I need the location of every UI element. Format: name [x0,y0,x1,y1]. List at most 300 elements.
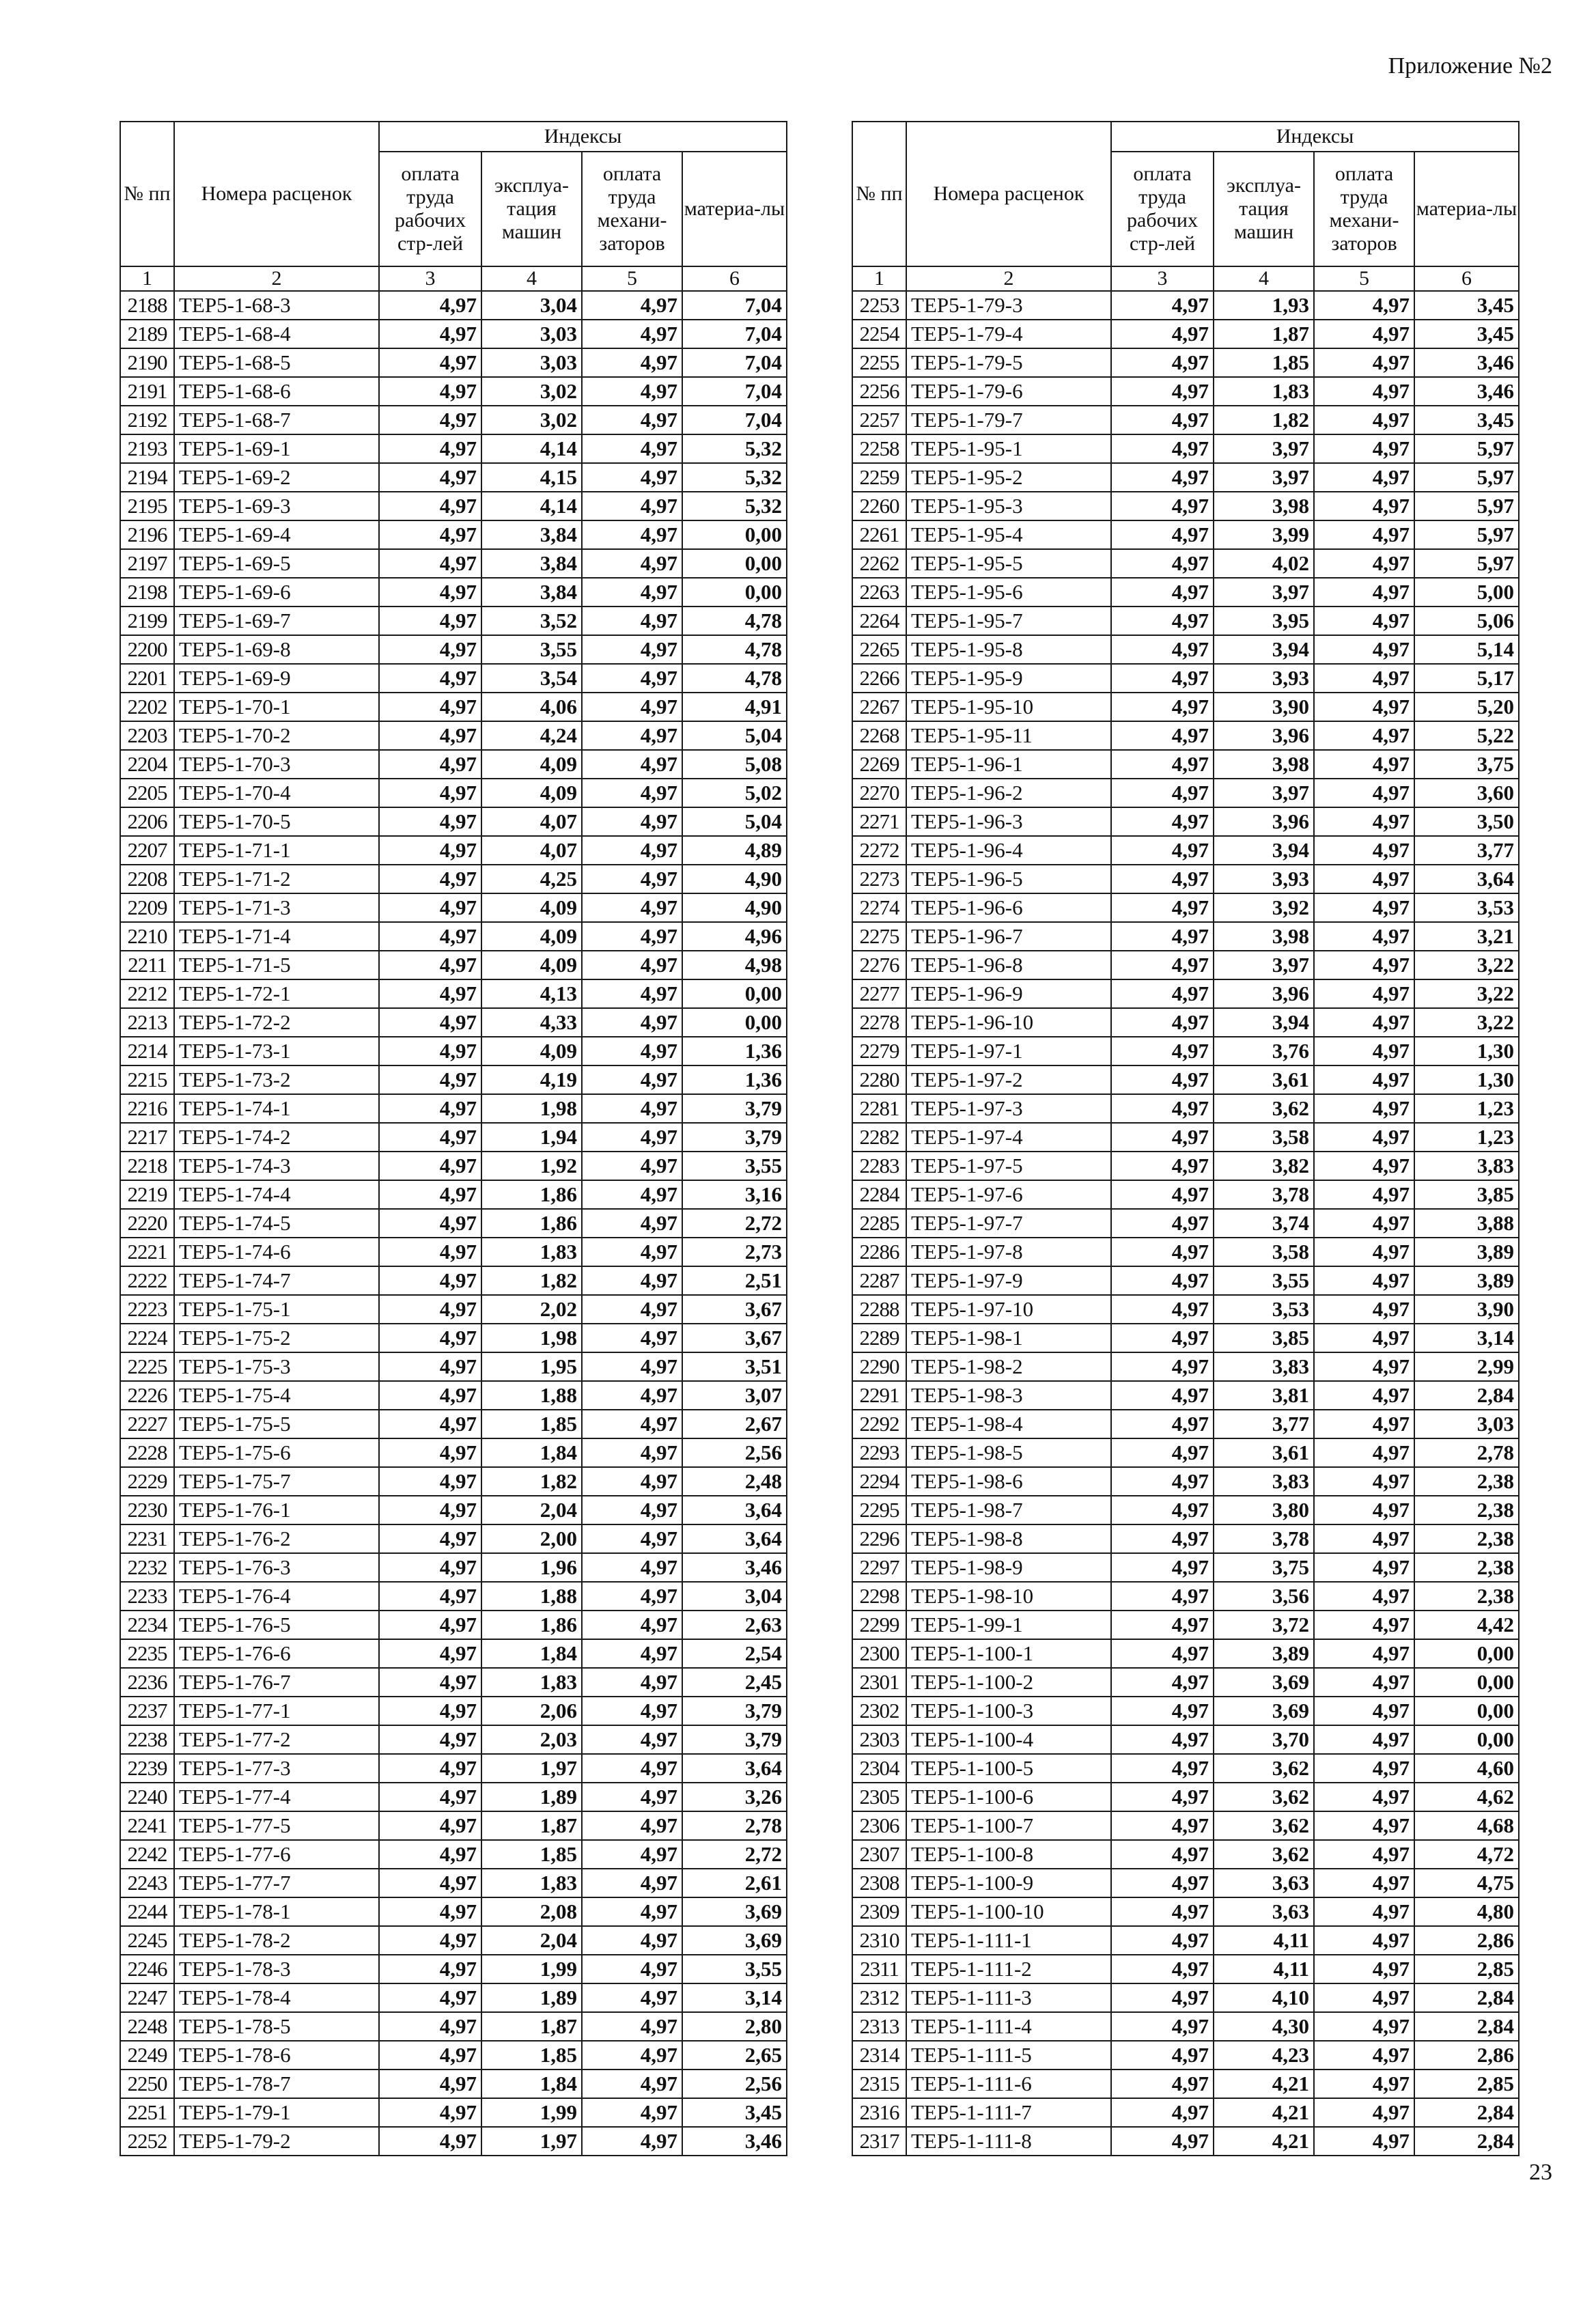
table-row [120,320,787,348]
labor-index: 4,97 [1111,635,1214,664]
rate-code: ТЕР5-1-79-6 [906,377,1111,406]
labor-index: 4,97 [1111,836,1214,865]
machines-index: 3,77 [1214,1410,1314,1438]
operators-index: 4,97 [582,1410,682,1438]
materials-index: 5,32 [682,434,787,463]
rate-code: ТЕР5-1-68-7 [174,406,379,434]
operators-index: 4,97 [582,1983,682,2012]
row-number: 2307 [852,1840,906,1869]
machines-index: 4,13 [481,979,582,1008]
column-number: 4 [1214,266,1314,291]
machines-index: 3,97 [1214,434,1314,463]
materials-index: 3,22 [1414,951,1519,979]
labor-index: 4,97 [1111,1065,1214,1094]
row-number: 2311 [852,1955,906,1983]
row-number: 2306 [852,1811,906,1840]
operators-index: 4,97 [1314,1611,1414,1639]
table-row [120,893,787,922]
labor-index: 4,97 [1111,1524,1214,1553]
operators-index: 4,97 [1314,1697,1414,1725]
row-number: 2275 [852,922,906,951]
operators-index: 4,97 [1314,406,1414,434]
materials-index: 3,79 [682,1123,787,1152]
labor-index: 4,97 [1111,1897,1214,1926]
machines-index: 1,87 [481,1811,582,1840]
materials-index: 5,32 [682,463,787,492]
rate-code: ТЕР5-1-69-2 [174,463,379,492]
operators-index: 4,97 [1314,1582,1414,1611]
table-row [120,1811,787,1840]
table-row [852,1926,1519,1955]
machines-index: 1,83 [481,1869,582,1897]
rate-code: ТЕР5-1-77-4 [174,1783,379,1811]
operators-index: 4,97 [1314,1381,1414,1410]
labor-index: 4,97 [1111,1582,1214,1611]
column-header-materials: материа-лы [1414,152,1519,266]
rate-code: ТЕР5-1-77-1 [174,1697,379,1725]
materials-index: 4,80 [1414,1897,1519,1926]
labor-index: 4,97 [1111,1123,1214,1152]
table-row [120,1324,787,1352]
operators-index: 4,97 [1314,1811,1414,1840]
operators-index: 4,97 [582,1869,682,1897]
machines-index: 3,02 [481,406,582,434]
machines-index: 2,00 [481,1524,582,1553]
materials-index: 3,79 [682,1697,787,1725]
materials-index: 5,22 [1414,721,1519,750]
row-number: 2280 [852,1065,906,1094]
labor-index: 4,97 [1111,1352,1214,1381]
labor-index: 4,97 [1111,406,1214,434]
labor-index: 4,97 [379,377,481,406]
table-row [120,434,787,463]
labor-index: 4,97 [379,607,481,635]
machines-index: 1,93 [1214,291,1314,320]
labor-index: 4,97 [1111,664,1214,693]
row-number: 2190 [120,348,174,377]
row-number: 2282 [852,1123,906,1152]
rate-code: ТЕР5-1-95-4 [906,520,1111,549]
row-number: 2308 [852,1869,906,1897]
materials-index: 3,22 [1414,979,1519,1008]
rate-code: ТЕР5-1-76-1 [174,1496,379,1524]
table-row [120,1697,787,1725]
table-row [852,1697,1519,1725]
machines-index: 1,88 [481,1381,582,1410]
labor-index: 4,97 [379,348,481,377]
rate-code: ТЕР5-1-95-8 [906,635,1111,664]
table-row [852,291,1519,320]
row-number: 2291 [852,1381,906,1410]
machines-index: 4,11 [1214,1926,1314,1955]
row-number: 2204 [120,750,174,779]
table-row [120,2041,787,2070]
table-row [852,750,1519,779]
column-number: 2 [906,266,1111,291]
machines-index: 4,15 [481,463,582,492]
row-number: 2284 [852,1180,906,1209]
labor-index: 4,97 [379,2127,481,2156]
rate-code: ТЕР5-1-77-6 [174,1840,379,1869]
page-number: 23 [1529,2160,1552,2185]
machines-index: 4,24 [481,721,582,750]
operators-index: 4,97 [1314,2012,1414,2041]
row-number: 2255 [852,348,906,377]
operators-index: 4,97 [582,1152,682,1180]
table-row [852,635,1519,664]
table-row [852,2098,1519,2127]
operators-index: 4,97 [1314,922,1414,951]
machines-index: 3,58 [1214,1238,1314,1266]
rate-code: ТЕР5-1-74-6 [174,1238,379,1266]
table-row [852,1582,1519,1611]
row-number: 2232 [120,1553,174,1582]
materials-index: 7,04 [682,320,787,348]
machines-index: 1,85 [481,1840,582,1869]
machines-index: 1,86 [481,1180,582,1209]
operators-index: 4,97 [582,1582,682,1611]
column-header-operators: оплата труда механи-заторов [582,152,682,266]
machines-index: 3,84 [481,520,582,549]
materials-index: 5,97 [1414,434,1519,463]
labor-index: 4,97 [379,836,481,865]
row-number: 2269 [852,750,906,779]
rate-code: ТЕР5-1-71-5 [174,951,379,979]
labor-index: 4,97 [379,979,481,1008]
table-row [852,1955,1519,1983]
materials-index: 5,97 [1414,463,1519,492]
row-number: 2277 [852,979,906,1008]
rate-code: ТЕР5-1-97-2 [906,1065,1111,1094]
labor-index: 4,97 [1111,1180,1214,1209]
operators-index: 4,97 [1314,1238,1414,1266]
row-number: 2216 [120,1094,174,1123]
materials-index: 3,55 [682,1152,787,1180]
row-number: 2315 [852,2070,906,2098]
machines-index: 3,84 [481,549,582,578]
operators-index: 4,97 [1314,2127,1414,2156]
row-number: 2268 [852,721,906,750]
labor-index: 4,97 [379,2070,481,2098]
table-row [120,1869,787,1897]
rate-code: ТЕР5-1-97-1 [906,1037,1111,1065]
row-number: 2274 [852,893,906,922]
machines-index: 2,08 [481,1897,582,1926]
operators-index: 4,97 [1314,320,1414,348]
column-number: 6 [682,266,787,291]
materials-index: 2,86 [1414,2041,1519,2070]
machines-index: 3,97 [1214,951,1314,979]
operators-index: 4,97 [582,1611,682,1639]
materials-index: 0,00 [682,979,787,1008]
machines-index: 1,85 [481,2041,582,2070]
operators-index: 4,97 [582,635,682,664]
materials-index: 3,16 [682,1180,787,1209]
materials-index: 5,20 [1414,693,1519,721]
table-row [852,693,1519,721]
row-number: 2276 [852,951,906,979]
operators-index: 4,97 [582,1754,682,1783]
labor-index: 4,97 [1111,1209,1214,1238]
row-number: 2224 [120,1324,174,1352]
materials-index: 3,89 [1414,1238,1519,1266]
rate-code: ТЕР5-1-96-4 [906,836,1111,865]
materials-index: 1,36 [682,1065,787,1094]
materials-index: 3,03 [1414,1410,1519,1438]
row-number: 2317 [852,2127,906,2156]
labor-index: 4,97 [1111,1008,1214,1037]
materials-index: 2,51 [682,1266,787,1295]
table-row [120,1123,787,1152]
table-row [120,348,787,377]
row-number: 2278 [852,1008,906,1037]
labor-index: 4,97 [1111,1754,1214,1783]
operators-index: 4,97 [582,434,682,463]
labor-index: 4,97 [1111,578,1214,607]
machines-index: 3,04 [481,291,582,320]
materials-index: 3,45 [682,2098,787,2127]
operators-index: 4,97 [582,1811,682,1840]
rate-code: ТЕР5-1-95-7 [906,607,1111,635]
row-number: 2217 [120,1123,174,1152]
operators-index: 4,97 [582,2012,682,2041]
machines-index: 3,63 [1214,1897,1314,1926]
materials-index: 2,85 [1414,2070,1519,2098]
row-number: 2212 [120,979,174,1008]
machines-index: 2,04 [481,1926,582,1955]
machines-index: 3,69 [1214,1697,1314,1725]
labor-index: 4,97 [379,320,481,348]
materials-index: 3,55 [682,1955,787,1983]
row-number: 2213 [120,1008,174,1037]
machines-index: 1,88 [481,1582,582,1611]
row-number: 2270 [852,779,906,807]
row-number: 2252 [120,2127,174,2156]
row-number: 2299 [852,1611,906,1639]
rate-code: ТЕР5-1-79-4 [906,320,1111,348]
materials-index: 3,45 [1414,406,1519,434]
row-number: 2314 [852,2041,906,2070]
materials-index: 2,85 [1414,1955,1519,1983]
row-number: 2247 [120,1983,174,2012]
labor-index: 4,97 [379,1582,481,1611]
operators-index: 4,97 [1314,1524,1414,1553]
row-number: 2261 [852,520,906,549]
machines-index: 3,92 [1214,893,1314,922]
operators-index: 4,97 [582,1897,682,1926]
row-number: 2288 [852,1295,906,1324]
column-header-labor: оплата труда рабочих стр-лей [379,152,481,266]
rate-code: ТЕР5-1-74-1 [174,1094,379,1123]
operators-index: 4,97 [582,1783,682,1811]
rate-code: ТЕР5-1-96-2 [906,779,1111,807]
operators-index: 4,97 [1314,1869,1414,1897]
rate-code: ТЕР5-1-100-4 [906,1725,1111,1754]
operators-index: 4,97 [582,750,682,779]
column-header-number: № пп [852,122,906,266]
machines-index: 3,98 [1214,492,1314,520]
rate-code: ТЕР5-1-95-10 [906,693,1111,721]
table-row [120,779,787,807]
rate-code: ТЕР5-1-100-5 [906,1754,1111,1783]
materials-index: 4,75 [1414,1869,1519,1897]
labor-index: 4,97 [379,807,481,836]
row-number: 2200 [120,635,174,664]
machines-index: 3,90 [1214,693,1314,721]
rate-code: ТЕР5-1-96-1 [906,750,1111,779]
labor-index: 4,97 [379,693,481,721]
operators-index: 4,97 [1314,721,1414,750]
materials-index: 7,04 [682,348,787,377]
column-number: 2 [174,266,379,291]
table-row [852,1983,1519,2012]
machines-index: 2,04 [481,1496,582,1524]
labor-index: 4,97 [379,951,481,979]
machines-index: 3,96 [1214,979,1314,1008]
operators-index: 4,97 [1314,1123,1414,1152]
labor-index: 4,97 [379,1438,481,1467]
materials-index: 5,06 [1414,607,1519,635]
materials-index: 2,63 [682,1611,787,1639]
column-header-machines: эксплуа-тация машин [481,152,582,266]
materials-index: 2,80 [682,2012,787,2041]
table-body-right [852,291,1519,2156]
table-row [120,979,787,1008]
machines-index: 3,97 [1214,578,1314,607]
rate-code: ТЕР5-1-95-9 [906,664,1111,693]
operators-index: 4,97 [1314,664,1414,693]
materials-index: 2,45 [682,1668,787,1697]
operators-index: 4,97 [582,1037,682,1065]
machines-index: 1,89 [481,1783,582,1811]
table-row [852,721,1519,750]
rate-code: ТЕР5-1-79-5 [906,348,1111,377]
rate-code: ТЕР5-1-98-3 [906,1381,1111,1410]
operators-index: 4,97 [582,1955,682,1983]
row-number: 2249 [120,2041,174,2070]
materials-index: 0,00 [682,1008,787,1037]
rate-code: ТЕР5-1-96-8 [906,951,1111,979]
operators-index: 4,97 [1314,348,1414,377]
table-row [852,1410,1519,1438]
rate-code: ТЕР5-1-75-4 [174,1381,379,1410]
row-number: 2243 [120,1869,174,1897]
operators-index: 4,97 [1314,520,1414,549]
operators-index: 4,97 [582,1840,682,1869]
materials-index: 1,23 [1414,1123,1519,1152]
materials-index: 3,85 [1414,1180,1519,1209]
operators-index: 4,97 [582,865,682,893]
machines-index: 3,84 [481,578,582,607]
row-number: 2227 [120,1410,174,1438]
operators-index: 4,97 [1314,463,1414,492]
table-row [852,1754,1519,1783]
machines-index: 1,84 [481,1639,582,1668]
materials-index: 2,48 [682,1467,787,1496]
labor-index: 4,97 [379,1926,481,1955]
labor-index: 4,97 [379,779,481,807]
column-number: 5 [1314,266,1414,291]
rate-code: ТЕР5-1-75-3 [174,1352,379,1381]
row-number: 2289 [852,1324,906,1352]
labor-index: 4,97 [1111,1410,1214,1438]
machines-index: 3,82 [1214,1152,1314,1180]
machines-index: 4,33 [481,1008,582,1037]
labor-index: 4,97 [379,291,481,320]
labor-index: 4,97 [1111,1438,1214,1467]
machines-index: 4,06 [481,693,582,721]
materials-index: 4,42 [1414,1611,1519,1639]
table-row [120,1611,787,1639]
labor-index: 4,97 [1111,922,1214,951]
materials-index: 3,45 [1414,320,1519,348]
row-number: 2271 [852,807,906,836]
labor-index: 4,97 [379,1410,481,1438]
table-row [852,1008,1519,1037]
materials-index: 2,67 [682,1410,787,1438]
table-row [120,693,787,721]
rate-code: ТЕР5-1-96-5 [906,865,1111,893]
labor-index: 4,97 [1111,1639,1214,1668]
table-row [120,1094,787,1123]
operators-index: 4,97 [582,1295,682,1324]
materials-index: 2,65 [682,2041,787,2070]
labor-index: 4,97 [379,1754,481,1783]
operators-index: 4,97 [1314,1897,1414,1926]
materials-index: 3,46 [1414,348,1519,377]
labor-index: 4,97 [379,1152,481,1180]
rate-code: ТЕР5-1-78-1 [174,1897,379,1926]
labor-index: 4,97 [1111,1152,1214,1180]
row-number: 2226 [120,1381,174,1410]
materials-index: 4,68 [1414,1811,1519,1840]
operators-index: 4,97 [1314,1352,1414,1381]
materials-index: 2,61 [682,1869,787,1897]
operators-index: 4,97 [582,291,682,320]
rate-code: ТЕР5-1-76-7 [174,1668,379,1697]
rate-code: ТЕР5-1-76-2 [174,1524,379,1553]
machines-index: 3,83 [1214,1352,1314,1381]
rate-code: ТЕР5-1-111-1 [906,1926,1111,1955]
materials-index: 3,67 [682,1324,787,1352]
machines-index: 4,25 [481,865,582,893]
machines-index: 4,30 [1214,2012,1314,2041]
table-row [120,1381,787,1410]
machines-index: 3,94 [1214,635,1314,664]
machines-index: 4,11 [1214,1955,1314,1983]
operators-index: 4,97 [1314,951,1414,979]
table-row [120,2127,787,2156]
machines-index: 3,02 [481,377,582,406]
rate-code: ТЕР5-1-77-5 [174,1811,379,1840]
labor-index: 4,97 [1111,979,1214,1008]
materials-index: 2,84 [1414,2098,1519,2127]
rate-code: ТЕР5-1-100-3 [906,1697,1111,1725]
operators-index: 4,97 [1314,1438,1414,1467]
rate-code: ТЕР5-1-71-2 [174,865,379,893]
table-row [852,979,1519,1008]
machines-index: 1,85 [481,1410,582,1438]
labor-index: 4,97 [1111,549,1214,578]
materials-index: 2,84 [1414,1381,1519,1410]
materials-index: 5,04 [682,721,787,750]
table-row [852,836,1519,865]
operators-index: 4,97 [582,549,682,578]
labor-index: 4,97 [379,492,481,520]
row-number: 2218 [120,1152,174,1180]
machines-index: 4,14 [481,434,582,463]
machines-index: 4,23 [1214,2041,1314,2070]
